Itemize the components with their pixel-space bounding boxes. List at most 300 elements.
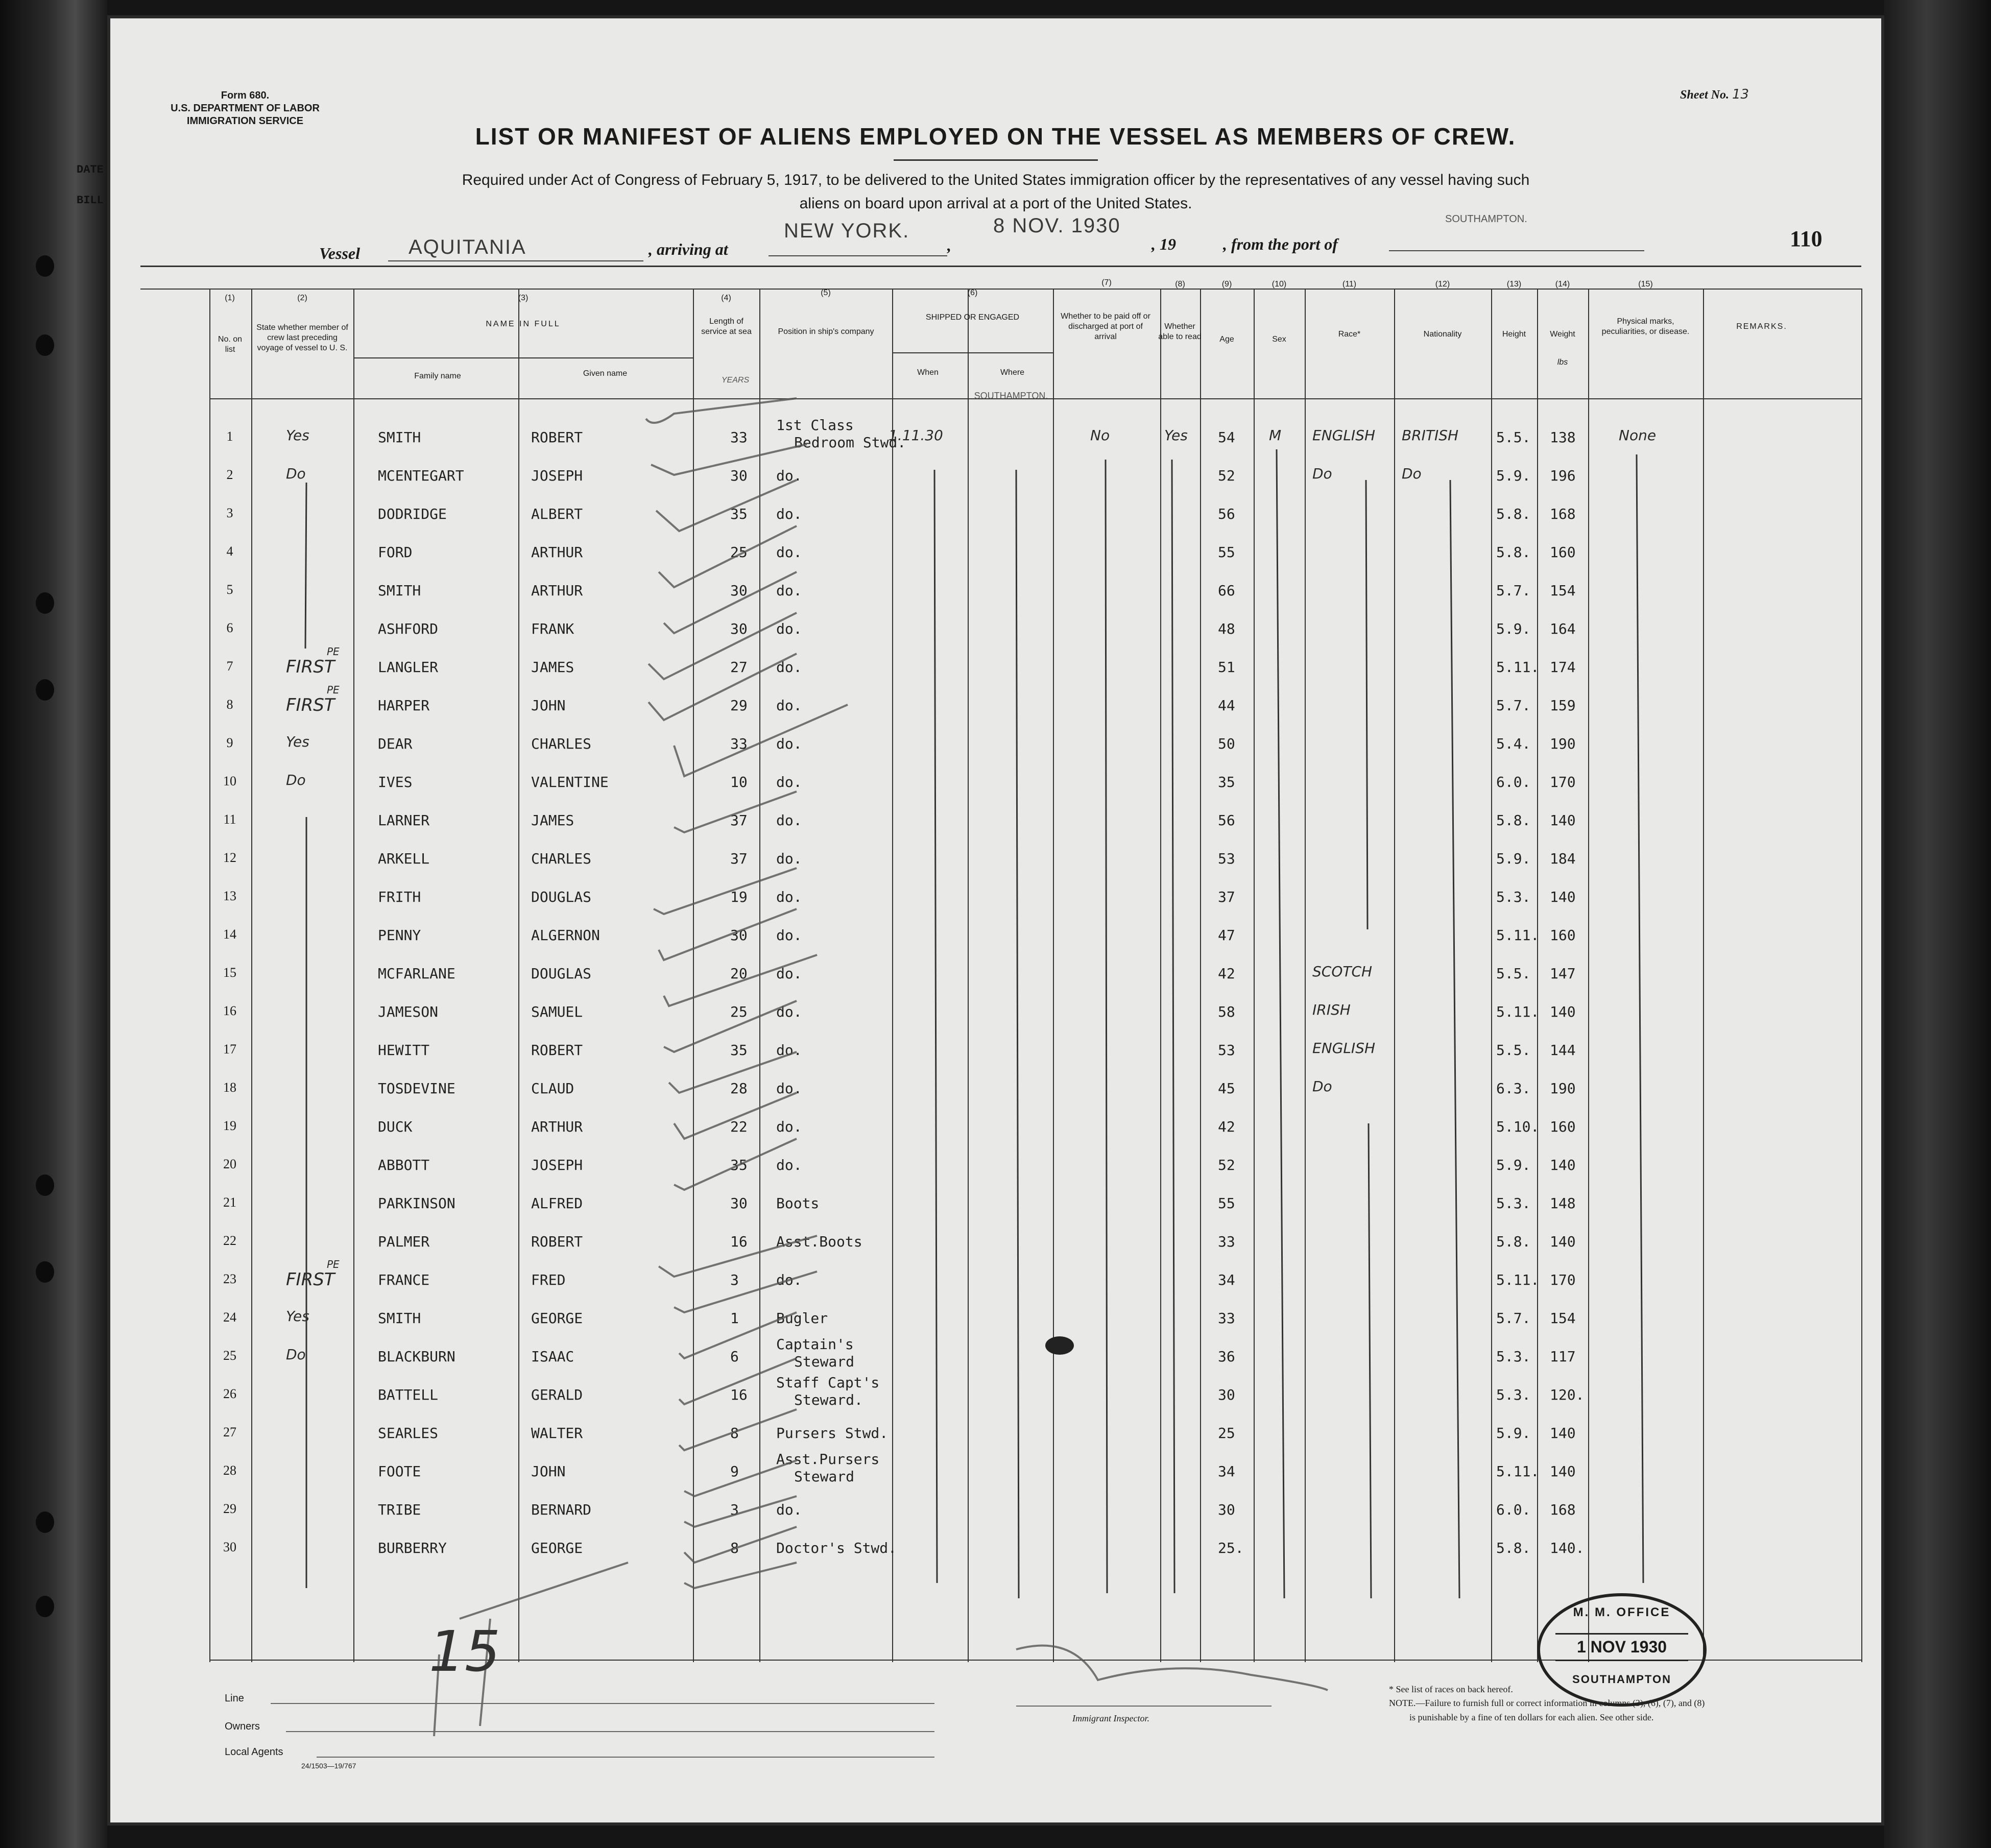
from-port-label: , from the port of <box>1223 235 1338 253</box>
given-name: ROBERT <box>531 1042 583 1059</box>
family-name: LANGLER <box>378 659 439 676</box>
family-name: BURBERRY <box>378 1540 447 1556</box>
height: 5.10. <box>1496 1118 1540 1135</box>
given-name: CLAUD <box>531 1080 574 1097</box>
race: ENGLISH <box>1312 427 1376 444</box>
age: 36 <box>1218 1348 1235 1365</box>
col6-where-value: SOUTHAMPTON. <box>974 391 1048 401</box>
given-name: JAMES <box>531 812 574 829</box>
row-number: 30 <box>223 1540 236 1554</box>
col6-number: (6) <box>967 289 978 297</box>
office-stamp <box>1537 1593 1707 1707</box>
row-number: 26 <box>223 1386 236 1401</box>
height: 5.7. <box>1496 697 1531 714</box>
age: 25. <box>1218 1540 1244 1556</box>
age: 33 <box>1218 1233 1235 1250</box>
given-name: ROBERT <box>531 429 583 446</box>
previous-voyage: FIRST <box>286 657 335 677</box>
age: 45 <box>1218 1080 1235 1097</box>
position: do. <box>776 1157 802 1173</box>
col13-header: Height <box>1502 330 1526 339</box>
row-number: 22 <box>223 1233 236 1248</box>
paid-off: No <box>1090 427 1110 444</box>
col6-when-header: When <box>917 368 939 377</box>
given-name: VALENTINE <box>531 774 609 790</box>
family-name: ARKELL <box>378 850 430 867</box>
weight: 154 <box>1550 1310 1576 1327</box>
height: 5.3. <box>1496 1386 1531 1403</box>
nationality: Do <box>1402 465 1422 482</box>
service-years: 33 <box>730 429 748 446</box>
col6-where-header: Where <box>1000 368 1025 377</box>
col4-unit: YEARS <box>721 376 750 385</box>
position: do. <box>776 1501 802 1518</box>
position-line-2: Steward <box>794 1468 855 1485</box>
position: Bugler <box>776 1310 828 1327</box>
agents-rule <box>317 1757 934 1758</box>
position: 1st Class <box>776 417 854 434</box>
previous-voyage: Do <box>286 1346 306 1363</box>
line-label: Line <box>225 1693 244 1704</box>
position: Boots <box>776 1195 820 1212</box>
given-name: FRED <box>531 1271 566 1288</box>
col10-number: (10) <box>1272 280 1287 289</box>
family-name: SMITH <box>378 582 421 599</box>
col14-unit: lbs <box>1557 358 1568 367</box>
height: 5.9. <box>1496 467 1531 484</box>
weight: 140 <box>1550 1003 1576 1020</box>
age: 52 <box>1218 1157 1235 1173</box>
age: 55 <box>1218 1195 1235 1212</box>
col3-number: (3) <box>518 294 529 302</box>
age: 42 <box>1218 965 1235 982</box>
previous-voyage: Do <box>286 465 306 482</box>
vessel-label: Vessel <box>319 244 360 262</box>
given-name: BERNARD <box>531 1501 592 1518</box>
row-number: 11 <box>223 812 236 827</box>
position: do. <box>776 850 802 867</box>
weight: 160 <box>1550 1118 1576 1135</box>
position-line-2: Steward <box>794 1353 855 1370</box>
row-number: 18 <box>223 1080 236 1095</box>
row-number: 15 <box>223 965 236 980</box>
weight: 147 <box>1550 965 1576 982</box>
service-years: 20 <box>730 965 748 982</box>
previous-voyage: FIRST <box>286 1269 335 1290</box>
position: do. <box>776 544 802 561</box>
row-number: 4 <box>226 544 233 559</box>
position: do. <box>776 965 802 982</box>
service-years: 30 <box>730 467 748 484</box>
previous-voyage-note: PE <box>327 1258 340 1270</box>
height: 6.0. <box>1496 774 1531 790</box>
height: 6.3. <box>1496 1080 1531 1097</box>
weight: 196 <box>1550 467 1576 484</box>
family-name: DODRIDGE <box>378 506 447 522</box>
previous-voyage-note: PE <box>327 684 340 696</box>
family-name: HEWITT <box>378 1042 430 1059</box>
inspector-label: Immigrant Inspector. <box>1072 1713 1149 1723</box>
height: 5.9. <box>1496 850 1531 867</box>
position: Asst.Boots <box>776 1233 862 1250</box>
weight: 120. <box>1550 1386 1585 1403</box>
row-number: 6 <box>226 620 233 635</box>
weight: 140 <box>1550 812 1576 829</box>
races-note: * See list of races on back hereof. <box>1389 1684 1513 1694</box>
position: do. <box>776 506 802 522</box>
weight: 140 <box>1550 1157 1576 1173</box>
family-name: DEAR <box>378 735 413 752</box>
col12-header: Nationality <box>1423 330 1462 339</box>
given-name: JAMES <box>531 659 574 676</box>
service-years: 22 <box>730 1118 748 1135</box>
weight: 140. <box>1550 1540 1585 1556</box>
owners-rule <box>286 1731 934 1732</box>
family-name: FOOTE <box>378 1463 421 1480</box>
col14-header: Weight <box>1550 330 1575 339</box>
previous-voyage: Yes <box>286 427 309 444</box>
col10-header: Sex <box>1272 335 1286 344</box>
height: 5.9. <box>1496 620 1531 637</box>
height: 5.5. <box>1496 965 1531 982</box>
weight: 160 <box>1550 544 1576 561</box>
height: 5.11. <box>1496 659 1540 676</box>
col11-number: (11) <box>1342 280 1357 289</box>
service-years: 3 <box>730 1501 739 1518</box>
service-years: 1 <box>730 1310 739 1327</box>
row-number: 28 <box>223 1463 236 1478</box>
weight: 168 <box>1550 506 1576 522</box>
service-years: 19 <box>730 889 748 905</box>
col5-header: Position in ship's company <box>778 327 874 336</box>
age: 66 <box>1218 582 1235 599</box>
row-number: 21 <box>223 1195 236 1210</box>
weight: 168 <box>1550 1501 1576 1518</box>
age: 25 <box>1218 1425 1235 1442</box>
height: 5.5. <box>1496 1042 1531 1059</box>
print-code: 24/1503—19/767 <box>301 1762 356 1770</box>
height: 5.11. <box>1496 1003 1540 1020</box>
col4-header: Length of service at sea <box>701 317 752 336</box>
age: 48 <box>1218 620 1235 637</box>
position: Pursers Stwd. <box>776 1425 889 1442</box>
row-number: 25 <box>223 1348 236 1363</box>
row-number: 3 <box>226 506 233 520</box>
previous-voyage-note: PE <box>327 645 340 658</box>
tally-mark: 15 <box>429 1619 500 1684</box>
service-years: 25 <box>730 1003 748 1020</box>
shipped-date: 1.11.30 <box>889 427 943 444</box>
age: 53 <box>1218 1042 1235 1059</box>
age: 42 <box>1218 1118 1235 1135</box>
service-years: 8 <box>730 1540 739 1556</box>
row-number: 7 <box>226 659 233 674</box>
col8-number: (8) <box>1175 280 1185 289</box>
position: Doctor's Stwd. <box>776 1540 897 1556</box>
family-name: ABBOTT <box>378 1157 430 1173</box>
weight: 148 <box>1550 1195 1576 1212</box>
height: 5.8. <box>1496 1233 1531 1250</box>
col7-header: Whether to be paid off or discharged at port of arrival <box>1061 312 1150 341</box>
family-name: BLACKBURN <box>378 1348 455 1365</box>
given-name: JOSEPH <box>531 467 583 484</box>
age: 58 <box>1218 1003 1235 1020</box>
row-number: 8 <box>226 697 233 712</box>
previous-voyage: FIRST <box>286 695 335 715</box>
position: do. <box>776 1042 802 1059</box>
height: 5.8. <box>1496 812 1531 829</box>
given-name: ALBERT <box>531 506 583 522</box>
ink-blot <box>1045 1336 1074 1355</box>
race: IRISH <box>1312 1001 1351 1018</box>
given-name: ROBERT <box>531 1233 583 1250</box>
owners-label: Owners <box>225 1721 260 1732</box>
given-name: ALFRED <box>531 1195 583 1212</box>
race: ENGLISH <box>1312 1040 1376 1057</box>
sex: M <box>1269 427 1282 444</box>
service-years: 30 <box>730 1195 748 1212</box>
weight: 190 <box>1550 735 1576 752</box>
arrival-date: 8 NOV. 1930 <box>993 214 1121 237</box>
position: do. <box>776 1003 802 1020</box>
col1-number: (1) <box>225 294 235 302</box>
service-years: 30 <box>730 927 748 944</box>
row-number: 10 <box>223 774 236 788</box>
previous-voyage: Do <box>286 772 306 788</box>
subtitle-line-1: Required under Act of Congress of February 5, 1917, to be delivered to the United States immigration officer by the representatives of any vessel having such <box>462 172 1530 188</box>
family-name: IVES <box>378 774 413 790</box>
position: do. <box>776 582 802 599</box>
weight: 140 <box>1550 1463 1576 1480</box>
family-name: MCENTEGART <box>378 467 464 484</box>
position: do. <box>776 735 802 752</box>
position: do. <box>776 889 802 905</box>
col1-header: No. on list <box>218 335 243 354</box>
arriving-label: , arriving at <box>649 240 728 258</box>
height: 5.11. <box>1496 927 1540 944</box>
subtitle-line-2: aliens on board upon arrival at a port of the United States. <box>799 195 1192 212</box>
service-years: 37 <box>730 850 748 867</box>
position: do. <box>776 812 802 829</box>
position: do. <box>776 697 802 714</box>
family-name: HARPER <box>378 697 430 714</box>
given-name: GERALD <box>531 1386 583 1403</box>
able-to-read: Yes <box>1164 427 1188 444</box>
service-name: IMMIGRATION SERVICE <box>186 115 304 127</box>
weight: 140 <box>1550 1425 1576 1442</box>
col15-number: (15) <box>1638 280 1653 289</box>
col3-family-header: Family name <box>414 372 461 380</box>
position: do. <box>776 1080 802 1097</box>
row-number: 20 <box>223 1157 236 1171</box>
family-name: FORD <box>378 544 413 561</box>
row-number: 1 <box>226 429 233 444</box>
family-name: PARKINSON <box>378 1195 455 1212</box>
row-number: 9 <box>226 735 233 750</box>
position: do. <box>776 620 802 637</box>
height: 5.11. <box>1496 1463 1540 1480</box>
age: 50 <box>1218 735 1235 752</box>
weight: 164 <box>1550 620 1576 637</box>
position-line-2: Bedroom Stwd. <box>794 434 906 451</box>
row-number: 23 <box>223 1271 236 1286</box>
row-number: 27 <box>223 1425 236 1439</box>
given-name: FRANK <box>531 620 574 637</box>
year-label: , 19 <box>1152 235 1176 253</box>
family-name: SMITH <box>378 429 421 446</box>
given-name: ARTHUR <box>531 544 583 561</box>
position: do. <box>776 1118 802 1135</box>
col7-number: (7) <box>1101 278 1112 287</box>
race: Do <box>1312 1078 1332 1095</box>
col15-header: Physical marks, peculiarities, or disease. <box>1601 317 1690 336</box>
stamp-top-text: M. M. OFFICE <box>1573 1605 1671 1619</box>
given-name: ALGERNON <box>531 927 600 944</box>
row-number: 2 <box>226 467 233 482</box>
weight: 190 <box>1550 1080 1576 1097</box>
height: 5.7. <box>1496 582 1531 599</box>
family-name: MCFARLANE <box>378 965 455 982</box>
height: 5.3. <box>1496 1348 1531 1365</box>
position: do. <box>776 1271 802 1288</box>
given-name: GEORGE <box>531 1540 583 1556</box>
given-name: CHARLES <box>531 850 592 867</box>
age: 55 <box>1218 544 1235 561</box>
row-number: 17 <box>223 1042 236 1057</box>
row-number: 13 <box>223 889 236 903</box>
family-name: FRANCE <box>378 1271 430 1288</box>
given-name: CHARLES <box>531 735 592 752</box>
height: 5.8. <box>1496 1540 1531 1556</box>
comma-sep: , <box>947 236 951 254</box>
row-number: 16 <box>223 1003 236 1018</box>
sheet-label: Sheet No. <box>1680 88 1729 102</box>
age: 30 <box>1218 1386 1235 1403</box>
height: 5.4. <box>1496 735 1531 752</box>
col2-number: (2) <box>297 294 307 302</box>
page-title: LIST OR MANIFEST OF ALIENS EMPLOYED ON THE VESSEL AS MEMBERS OF CREW. <box>475 123 1516 150</box>
weight: 140 <box>1550 1233 1576 1250</box>
given-name: DOUGLAS <box>531 889 592 905</box>
penalty-note-2: is punishable by a fine of ten dollars for each alien. See other side. <box>1409 1712 1654 1722</box>
given-name: ISAAC <box>531 1348 574 1365</box>
height: 5.3. <box>1496 889 1531 905</box>
given-name: JOHN <box>531 697 566 714</box>
position: Staff Capt's <box>776 1374 880 1391</box>
family-name: ASHFORD <box>378 620 439 637</box>
position: do. <box>776 927 802 944</box>
family-name: JAMESON <box>378 1003 439 1020</box>
age: 56 <box>1218 506 1235 522</box>
race: Do <box>1312 465 1332 482</box>
col12-number: (12) <box>1435 280 1450 289</box>
family-name: PENNY <box>378 927 421 944</box>
family-name: PALMER <box>378 1233 430 1250</box>
age: 53 <box>1218 850 1235 867</box>
position-line-2: Steward. <box>794 1391 863 1408</box>
weight: 159 <box>1550 697 1576 714</box>
col13-number: (13) <box>1506 280 1522 289</box>
family-name: SMITH <box>378 1310 421 1327</box>
race: SCOTCH <box>1312 963 1373 980</box>
row-number: 5 <box>226 582 233 597</box>
height: 5.5. <box>1496 429 1531 446</box>
height: 5.7. <box>1496 1310 1531 1327</box>
family-name: BATTELL <box>378 1386 439 1403</box>
service-years: 35 <box>730 1042 748 1059</box>
col6-header: SHIPPED OR ENGAGED <box>925 313 1020 322</box>
nationality: BRITISH <box>1402 427 1459 444</box>
given-name: WALTER <box>531 1425 583 1442</box>
weight: 138 <box>1550 429 1576 446</box>
form-number: Form 680. <box>221 90 270 101</box>
line-rule <box>271 1703 934 1704</box>
weight: 170 <box>1550 774 1576 790</box>
service-years: 27 <box>730 659 748 676</box>
age: 33 <box>1218 1310 1235 1327</box>
given-name: DOUGLAS <box>531 965 592 982</box>
weight: 174 <box>1550 659 1576 676</box>
family-name: DUCK <box>378 1118 413 1135</box>
weight: 140 <box>1550 889 1576 905</box>
col11-header: Race* <box>1338 330 1361 339</box>
local-agents-label: Local Agents <box>225 1746 283 1758</box>
col9-header: Age <box>1219 335 1234 344</box>
age: 54 <box>1218 429 1235 446</box>
height: 5.9. <box>1496 1157 1531 1173</box>
age: 34 <box>1218 1463 1235 1480</box>
weight: 170 <box>1550 1271 1576 1288</box>
service-years: 3 <box>730 1271 739 1288</box>
weight: 184 <box>1550 850 1576 867</box>
department-name: U.S. DEPARTMENT OF LABOR <box>171 103 320 114</box>
service-years: 16 <box>730 1233 748 1250</box>
given-name: JOSEPH <box>531 1157 583 1173</box>
stamp-date: 1 NOV 1930 <box>1555 1633 1688 1661</box>
height: 5.8. <box>1496 506 1531 522</box>
family-name: SEARLES <box>378 1425 439 1442</box>
family-name: LARNER <box>378 812 430 829</box>
col3-given-header: Given name <box>583 369 628 378</box>
col16-header: REMARKS. <box>1736 322 1787 331</box>
height: 5.3. <box>1496 1195 1531 1212</box>
height: 5.9. <box>1496 1425 1531 1442</box>
age: 52 <box>1218 467 1235 484</box>
list-number: 110 <box>1790 226 1822 251</box>
given-name: GEORGE <box>531 1310 583 1327</box>
inspector-rule <box>1016 1706 1272 1707</box>
stamp-bottom-text: SOUTHAMPTON <box>1572 1673 1671 1686</box>
service-years: 28 <box>730 1080 748 1097</box>
given-name: SAMUEL <box>531 1003 583 1020</box>
col4-number: (4) <box>721 294 731 302</box>
height: 5.11. <box>1496 1271 1540 1288</box>
age: 37 <box>1218 889 1235 905</box>
age: 47 <box>1218 927 1235 944</box>
row-number: 14 <box>223 927 236 942</box>
previous-voyage: Yes <box>286 733 309 750</box>
weight: 154 <box>1550 582 1576 599</box>
position: Asst.Pursers <box>776 1451 880 1468</box>
age: 34 <box>1218 1271 1235 1288</box>
given-name: JOHN <box>531 1463 566 1480</box>
service-years: 35 <box>730 506 748 522</box>
col9-number: (9) <box>1221 280 1232 289</box>
height: 6.0. <box>1496 1501 1531 1518</box>
age: 35 <box>1218 774 1235 790</box>
age: 44 <box>1218 697 1235 714</box>
service-years: 6 <box>730 1348 739 1365</box>
